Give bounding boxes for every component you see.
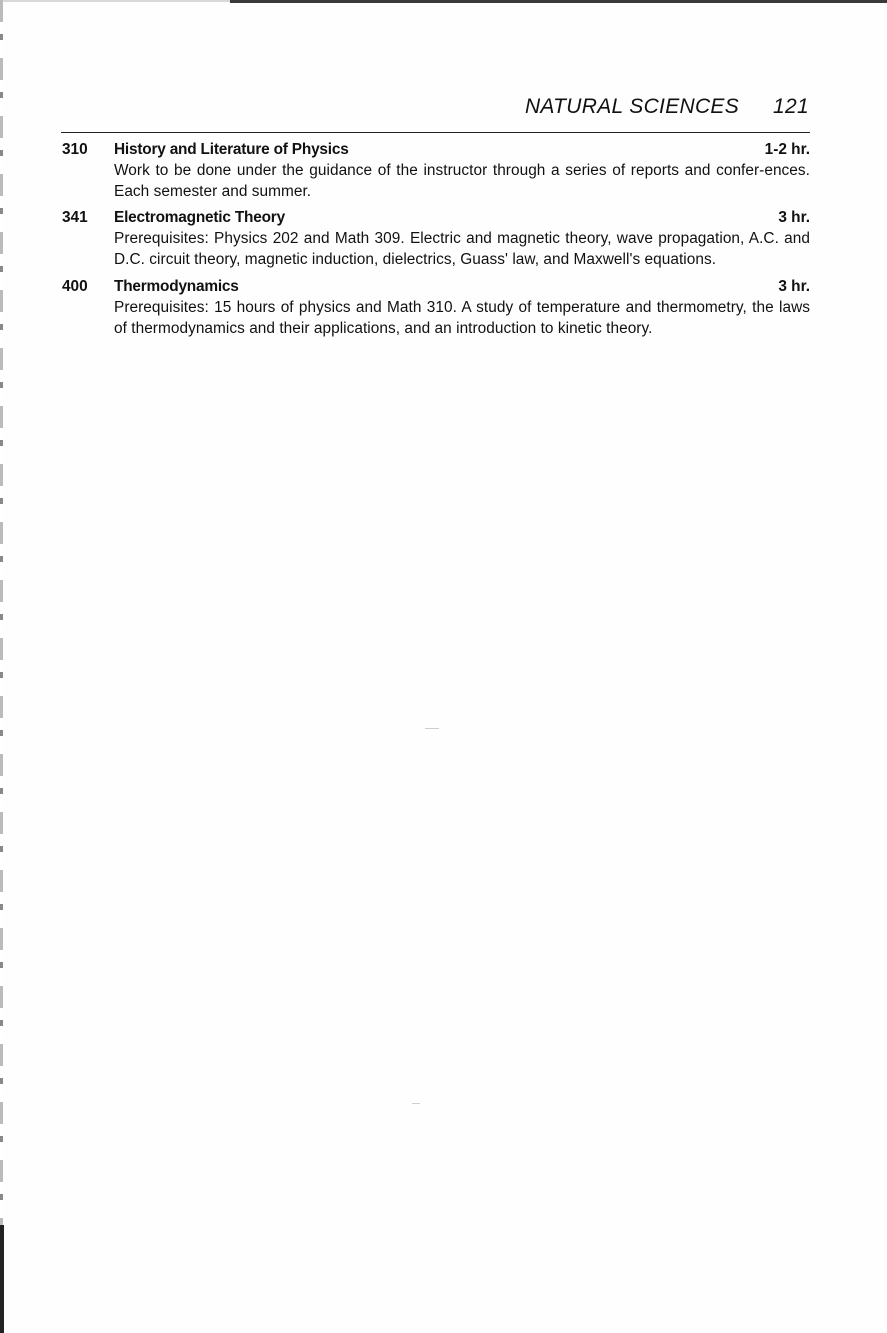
course-title-row (114, 139, 810, 160)
scan-edge-top (230, 0, 887, 3)
scan-edge-left (0, 0, 3, 1333)
course-description: Prerequisites: 15 hours of physics and Math 310. A study of temperature and thermometry, the laws of thermodynamics and their applications, and an introduction to kinetic theory. (114, 299, 810, 337)
course-title-row (114, 207, 810, 228)
course-entry (62, 207, 810, 270)
course-number: 400 (62, 278, 88, 295)
course-title: History and Literature of Physics (114, 141, 349, 158)
course-entry (62, 276, 810, 339)
course-hours: 1-2 hr. (764, 141, 810, 158)
header-rule (61, 132, 810, 133)
course-hours: 3 hr. (778, 209, 810, 226)
scan-speck (412, 1103, 420, 1104)
page-number: 121 (773, 95, 809, 118)
course-title-row (114, 276, 810, 297)
course-title: Thermodynamics (114, 278, 239, 295)
scan-edge-left-dark (0, 1225, 4, 1333)
section-title: NATURAL SCIENCES (524, 95, 740, 118)
course-description: Work to be done under the guidance of the instructor through a series of reports and confer-ences. Each semester and summer. (114, 162, 810, 200)
scan-edge-top-faint (0, 0, 230, 2)
course-title: Electromagnetic Theory (114, 209, 285, 226)
course-number: 341 (62, 209, 88, 226)
course-number: 310 (62, 141, 88, 158)
course-hours: 3 hr. (778, 278, 810, 295)
course-description: Prerequisites: Physics 202 and Math 309. Electric and magnetic theory, wave propagation, A.C. and D.C. circuit theory, magnetic induction, dielectrics, Guass' law, and Maxwell's equations. (114, 230, 810, 268)
course-entry (62, 139, 810, 202)
running-head (525, 95, 809, 119)
scan-speck (425, 728, 439, 729)
